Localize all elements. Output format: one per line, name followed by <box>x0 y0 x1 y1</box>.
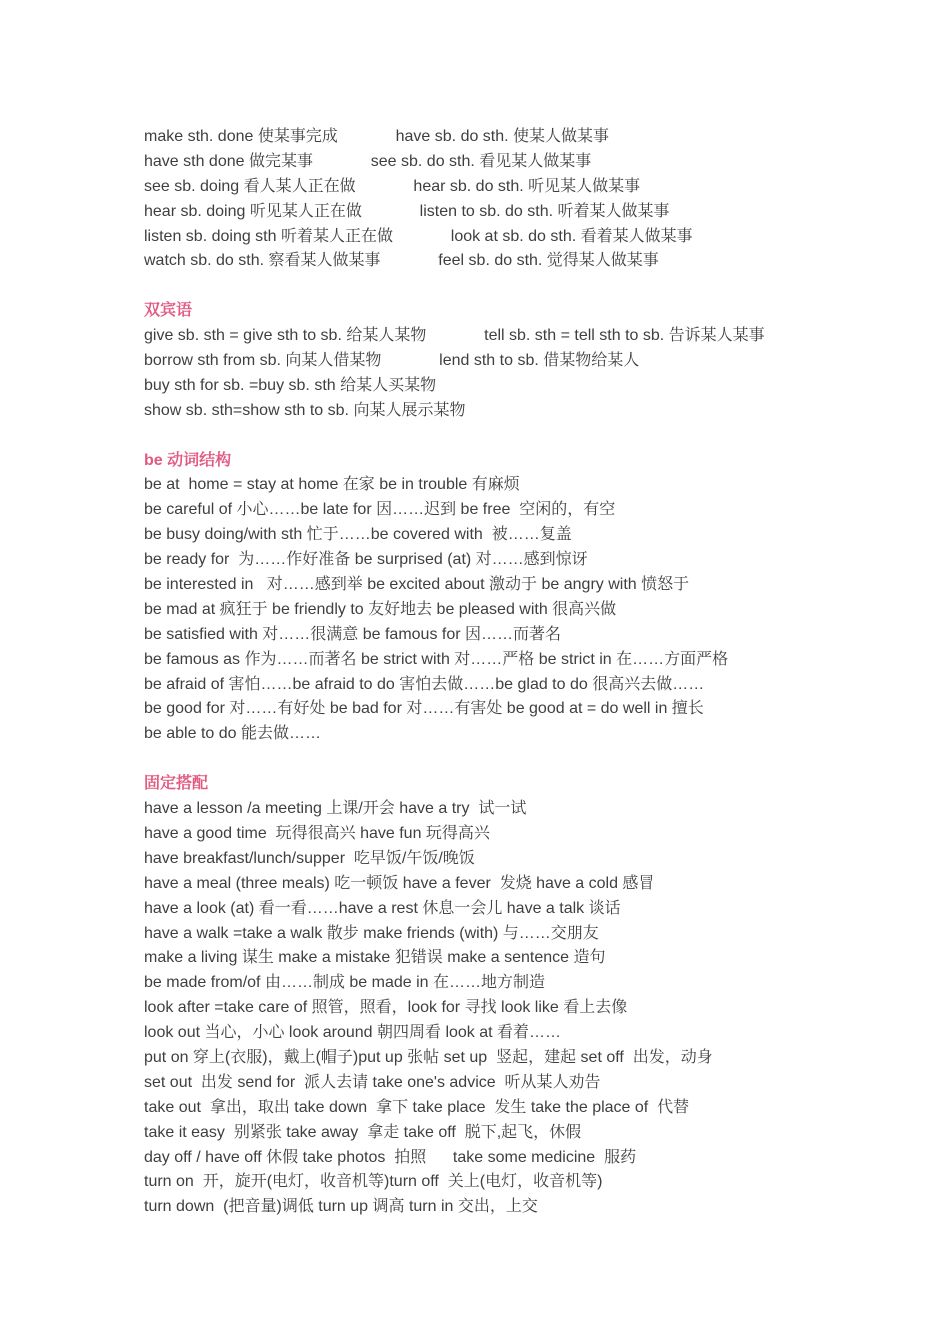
phrase-line: listen sb. doing sth 听着某人正在做 look at sb. do sth. 看着某人做某事 <box>144 227 693 245</box>
phrase-line: set out 出发 send for 派人去请 take one's advice 听从某人劝告 <box>144 1073 601 1091</box>
phrase-line: be interested in 对……感到举 be excited about 激动于 be angry with 愤怒于 <box>144 576 690 594</box>
document-body <box>144 125 924 1220</box>
phrase-line: be satisfied with 对……很满意 be famous for 因……而著名 <box>144 625 562 643</box>
phrase-line: turn down (把音量)调低 turn up 调高 turn in 交出，上交 <box>144 1198 538 1216</box>
phrase-line: make sth. done 使某事完成 have sb. do sth. 使某人做某事 <box>144 128 610 145</box>
phrase-line: turn on 开，旋开(电灯，收音机等)turn off 关上(电灯，收音机等) <box>144 1173 603 1191</box>
phrase-line: be famous as 作为……而著名 be strict with 对……严格 be strict in 在……方面严格 <box>144 650 729 668</box>
section-heading: 固定搭配 <box>144 775 209 793</box>
phrase-line: be good for 对……有好处 be bad for 对……有害处 be good at = do well in 擅长 <box>144 700 704 718</box>
section-heading: be 动词结构 <box>144 451 232 469</box>
section-heading: 双宾语 <box>144 302 193 320</box>
phrase-line: look out 当心，小心 look around 朝四周看 look at 看着…… <box>144 1024 562 1042</box>
phrase-line: take it easy 别紧张 take away 拿走 take off 脱下,起飞，休假 <box>144 1123 582 1141</box>
phrase-line: buy sth for sb. =buy sb. sth 给某人买某物 <box>144 376 437 394</box>
phrase-line: have sth done 做完某事 see sb. do sth. 看见某人做某事 <box>144 152 592 170</box>
phrase-line: be careful of 小心……be late for 因……迟到 be free 空闲的，有空 <box>144 501 616 519</box>
phrase-line: show sb. sth=show sth to sb. 向某人展示某物 <box>144 401 466 419</box>
section-gap <box>144 747 924 772</box>
phrase-line: see sb. doing 看人某人正在做 hear sb. do sth. 听见某人做某事 <box>144 177 641 195</box>
phrase-line: make a living 谋生 make a mistake 犯错误 make a sentence 造句 <box>144 949 606 967</box>
phrase-line: look after =take care of 照管，照看，look for 寻找 look like 看上去像 <box>144 999 628 1017</box>
section-gap <box>144 274 924 299</box>
phrase-line: take out 拿出，取出 take down 拿下 take place 发生 take the place of 代替 <box>144 1098 690 1116</box>
phrase-line: put on 穿上(衣服)，戴上(帽子)put up 张帖 set up 竖起，建起 set off 出发，动身 <box>144 1048 713 1066</box>
phrase-line: hear sb. doing 听见某人正在做 listen to sb. do sth. 听着某人做某事 <box>144 202 670 220</box>
phrase-line: be at home = stay at home 在家 be in trouble 有麻烦 <box>144 476 520 494</box>
phrase-line: be mad at 疯狂于 be friendly to 友好地去 be pleased with 很高兴做 <box>144 600 617 618</box>
phrase-line: have a walk =take a walk 散步 make friends (with) 与……交朋友 <box>144 924 599 942</box>
phrase-line: be ready for 为……作好准备 be surprised (at) 对……感到惊讶 <box>144 551 588 569</box>
phrase-line: have breakfast/lunch/supper 吃早饭/午饭/晚饭 <box>144 849 475 867</box>
phrase-line: be made from/of 由……制成 be made in 在……地方制造 <box>144 974 546 992</box>
phrase-line: day off / have off 休假 take photos 拍照 take some medicine 服药 <box>144 1148 637 1166</box>
phrase-line: be afraid of 害怕……be afraid to do 害怕去做……be glad to do 很高兴去做…… <box>144 675 705 693</box>
phrase-line: give sb. sth = give sth to sb. 给某人某物 tell sb. sth = tell sth to sb. 告诉某人某事 <box>144 327 765 345</box>
phrase-line: be busy doing/with sth 忙于……be covered with 被……复盖 <box>144 526 572 544</box>
phrase-line: watch sb. do sth. 察看某人做某事 feel sb. do sth. 觉得某人做某事 <box>144 252 659 270</box>
phrase-line: have a lesson /a meeting 上课/开会 have a try 试一试 <box>144 800 527 818</box>
phrase-line: have a meal (three meals) 吃一顿饭 have a fever 发烧 have a cold 感冒 <box>144 874 655 892</box>
phrase-line: have a good time 玩得很高兴 have fun 玩得高兴 <box>144 824 490 842</box>
section-gap <box>144 424 924 449</box>
phrase-line: be able to do 能去做…… <box>144 725 321 743</box>
phrase-line: have a look (at) 看一看……have a rest 休息一会儿 have a talk 谈话 <box>144 899 621 917</box>
phrase-line: borrow sth from sb. 向某人借某物 lend sth to sb. 借某物给某人 <box>144 352 640 370</box>
